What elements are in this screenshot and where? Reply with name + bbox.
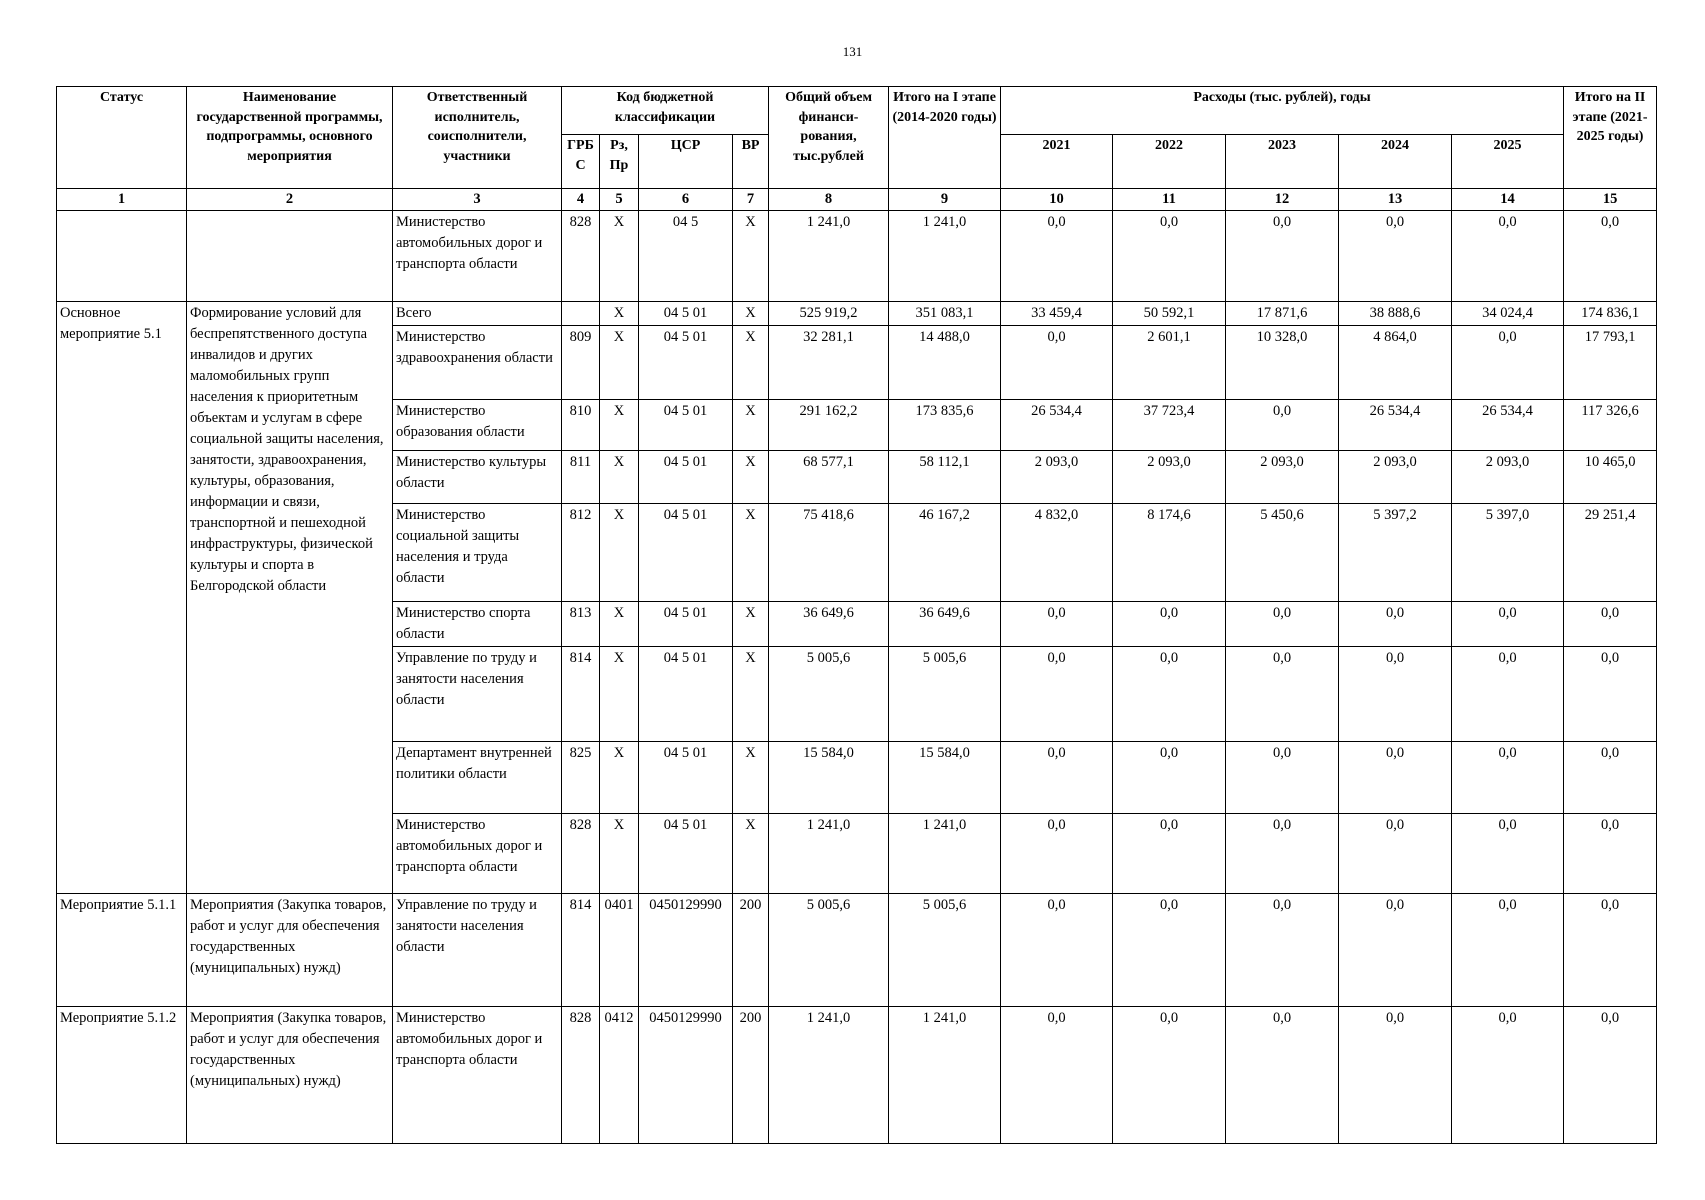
year-2023-cell: 0,0 [1226, 400, 1339, 451]
vr-cell: 200 [733, 894, 769, 1007]
year-2023-cell: 0,0 [1226, 602, 1339, 647]
stage1-cell: 173 835,6 [889, 400, 1001, 451]
year-2021-cell: 0,0 [1001, 326, 1113, 400]
name-cell [187, 211, 393, 302]
responsible-cell: Министерство автомобильных дорог и транспорта области [393, 1007, 562, 1144]
total-cell: 291 162,2 [769, 400, 889, 451]
csr-cell: 0450129990 [639, 1007, 733, 1144]
year-2021-cell: 0,0 [1001, 602, 1113, 647]
year-2022-cell: 8 174,6 [1113, 504, 1226, 602]
column-number: 2 [187, 189, 393, 211]
csr-cell: 04 5 01 [639, 326, 733, 400]
year-2023-cell: 17 871,6 [1226, 302, 1339, 326]
rzpr-cell: X [600, 326, 639, 400]
responsible-cell: Всего [393, 302, 562, 326]
responsible-cell: Министерство автомобильных дорог и транспорта области [393, 211, 562, 302]
year-2022-cell: 2 093,0 [1113, 451, 1226, 504]
header-year-2023: 2023 [1226, 135, 1339, 189]
stage1-cell: 58 112,1 [889, 451, 1001, 504]
column-number: 15 [1564, 189, 1657, 211]
year-2023-cell: 10 328,0 [1226, 326, 1339, 400]
year-2021-cell: 0,0 [1001, 647, 1113, 742]
vr-cell: 200 [733, 1007, 769, 1144]
stage1-cell: 5 005,6 [889, 647, 1001, 742]
year-2024-cell: 0,0 [1339, 647, 1452, 742]
responsible-cell: Министерство образования области [393, 400, 562, 451]
header-stage2: Итого на II этапе (2021-2025 годы) [1564, 87, 1657, 189]
rzpr-cell: X [600, 211, 639, 302]
year-2022-cell: 37 723,4 [1113, 400, 1226, 451]
responsible-cell: Управление по труду и занятости населения области [393, 647, 562, 742]
total-cell: 15 584,0 [769, 742, 889, 814]
year-2022-cell: 50 592,1 [1113, 302, 1226, 326]
rzpr-cell: X [600, 400, 639, 451]
column-number: 4 [562, 189, 600, 211]
stage2-cell: 0,0 [1564, 1007, 1657, 1144]
column-number: 5 [600, 189, 639, 211]
csr-cell: 04 5 01 [639, 602, 733, 647]
total-cell: 1 241,0 [769, 814, 889, 894]
total-cell: 36 649,6 [769, 602, 889, 647]
responsible-cell: Департамент внутренней политики области [393, 742, 562, 814]
name-cell: Мероприятия (Закупка товаров, работ и услуг для обеспечения государственных (муниципальных) нужд) [187, 1007, 393, 1144]
year-2023-cell: 0,0 [1226, 1007, 1339, 1144]
year-2023-cell: 0,0 [1226, 894, 1339, 1007]
year-2024-cell: 2 093,0 [1339, 451, 1452, 504]
csr-cell: 04 5 01 [639, 504, 733, 602]
year-2024-cell: 0,0 [1339, 211, 1452, 302]
column-number: 6 [639, 189, 733, 211]
csr-cell: 04 5 01 [639, 647, 733, 742]
rzpr-cell: X [600, 504, 639, 602]
year-2023-cell: 0,0 [1226, 647, 1339, 742]
responsible-cell: Министерство спорта области [393, 602, 562, 647]
responsible-cell: Министерство здравоохранения области [393, 326, 562, 400]
year-2022-cell: 0,0 [1113, 742, 1226, 814]
year-2021-cell: 0,0 [1001, 211, 1113, 302]
total-cell: 1 241,0 [769, 1007, 889, 1144]
status-cell: Мероприятие 5.1.1 [57, 894, 187, 1007]
year-2023-cell: 5 450,6 [1226, 504, 1339, 602]
stage2-cell: 0,0 [1564, 211, 1657, 302]
grbs-cell: 809 [562, 326, 600, 400]
year-2025-cell: 0,0 [1452, 894, 1564, 1007]
name-cell: Мероприятия (Закупка товаров, работ и услуг для обеспечения государственных (муниципальных) нужд) [187, 894, 393, 1007]
stage1-cell: 5 005,6 [889, 894, 1001, 1007]
header-responsible: Ответственный исполнитель, соисполнители, участники [393, 87, 562, 189]
csr-cell: 04 5 01 [639, 742, 733, 814]
total-cell: 5 005,6 [769, 894, 889, 1007]
column-number: 12 [1226, 189, 1339, 211]
stage2-cell: 0,0 [1564, 647, 1657, 742]
vr-cell: X [733, 211, 769, 302]
year-2024-cell: 0,0 [1339, 814, 1452, 894]
csr-cell: 04 5 01 [639, 302, 733, 326]
csr-cell: 04 5 [639, 211, 733, 302]
grbs-cell: 810 [562, 400, 600, 451]
rzpr-cell: X [600, 602, 639, 647]
header-total-volume: Общий объем финанси-рования, тыс.рублей [769, 87, 889, 189]
vr-cell: X [733, 451, 769, 504]
vr-cell: X [733, 647, 769, 742]
stage2-cell: 117 326,6 [1564, 400, 1657, 451]
responsible-cell: Министерство автомобильных дорог и транспорта области [393, 814, 562, 894]
year-2023-cell: 0,0 [1226, 742, 1339, 814]
grbs-cell: 814 [562, 894, 600, 1007]
column-number: 14 [1452, 189, 1564, 211]
table-row [57, 211, 1657, 302]
responsible-cell: Министерство культуры области [393, 451, 562, 504]
responsible-cell: Управление по труду и занятости населения области [393, 894, 562, 1007]
grbs-cell: 828 [562, 1007, 600, 1144]
year-2025-cell: 0,0 [1452, 1007, 1564, 1144]
column-number: 11 [1113, 189, 1226, 211]
year-2021-cell: 0,0 [1001, 894, 1113, 1007]
grbs-cell: 828 [562, 814, 600, 894]
rzpr-cell: 0401 [600, 894, 639, 1007]
column-number: 1 [57, 189, 187, 211]
year-2021-cell: 0,0 [1001, 814, 1113, 894]
rzpr-cell: X [600, 647, 639, 742]
table-row [57, 894, 1657, 1007]
stage1-cell: 351 083,1 [889, 302, 1001, 326]
year-2021-cell: 4 832,0 [1001, 504, 1113, 602]
column-number: 10 [1001, 189, 1113, 211]
header-year-2024: 2024 [1339, 135, 1452, 189]
rzpr-cell: 0412 [600, 1007, 639, 1144]
page-number: 131 [842, 44, 863, 59]
stage1-cell: 1 241,0 [889, 814, 1001, 894]
header-status: Статус [57, 87, 187, 189]
year-2023-cell: 0,0 [1226, 211, 1339, 302]
grbs-cell: 828 [562, 211, 600, 302]
table-row [57, 302, 1657, 326]
grbs-cell: 812 [562, 504, 600, 602]
year-2025-cell: 0,0 [1452, 647, 1564, 742]
vr-cell: X [733, 400, 769, 451]
total-cell: 5 005,6 [769, 647, 889, 742]
year-2022-cell: 0,0 [1113, 602, 1226, 647]
year-2025-cell: 26 534,4 [1452, 400, 1564, 451]
year-2022-cell: 0,0 [1113, 211, 1226, 302]
stage2-cell: 0,0 [1564, 602, 1657, 647]
total-cell: 75 418,6 [769, 504, 889, 602]
stage2-cell: 10 465,0 [1564, 451, 1657, 504]
header-stage1: Итого на I этапе (2014-2020 годы) [889, 87, 1001, 189]
rzpr-cell: X [600, 814, 639, 894]
header-grbs: ГРБ С [562, 135, 600, 189]
grbs-cell: 825 [562, 742, 600, 814]
column-number: 8 [769, 189, 889, 211]
stage2-cell: 0,0 [1564, 742, 1657, 814]
column-number: 9 [889, 189, 1001, 211]
year-2021-cell: 26 534,4 [1001, 400, 1113, 451]
budget-table [56, 86, 1657, 1144]
header-budget-code: Код бюджетной классификации [562, 87, 769, 135]
table-row [57, 1007, 1657, 1144]
grbs-cell: 813 [562, 602, 600, 647]
year-2021-cell: 0,0 [1001, 742, 1113, 814]
status-cell [57, 211, 187, 302]
stage1-cell: 1 241,0 [889, 211, 1001, 302]
year-2023-cell: 0,0 [1226, 814, 1339, 894]
year-2021-cell: 0,0 [1001, 1007, 1113, 1144]
vr-cell: X [733, 602, 769, 647]
year-2024-cell: 0,0 [1339, 1007, 1452, 1144]
grbs-cell: 814 [562, 647, 600, 742]
year-2025-cell: 0,0 [1452, 326, 1564, 400]
stage1-cell: 46 167,2 [889, 504, 1001, 602]
vr-cell: X [733, 302, 769, 326]
vr-cell: X [733, 742, 769, 814]
stage1-cell: 14 488,0 [889, 326, 1001, 400]
grbs-cell [562, 302, 600, 326]
year-2024-cell: 4 864,0 [1339, 326, 1452, 400]
year-2024-cell: 0,0 [1339, 742, 1452, 814]
stage2-cell: 0,0 [1564, 894, 1657, 1007]
stage2-cell: 0,0 [1564, 814, 1657, 894]
stage1-cell: 1 241,0 [889, 1007, 1001, 1144]
header-csr: ЦСР [639, 135, 733, 189]
year-2021-cell: 2 093,0 [1001, 451, 1113, 504]
header-name: Наименование государственной программы, подпрограммы, основного мероприятия [187, 87, 393, 189]
column-number: 3 [393, 189, 562, 211]
responsible-cell: Министерство социальной защиты населения и труда области [393, 504, 562, 602]
status-cell: Мероприятие 5.1.2 [57, 1007, 187, 1144]
year-2022-cell: 2 601,1 [1113, 326, 1226, 400]
stage2-cell: 174 836,1 [1564, 302, 1657, 326]
vr-cell: X [733, 504, 769, 602]
status-cell: Основное мероприятие 5.1 [57, 302, 187, 894]
year-2025-cell: 2 093,0 [1452, 451, 1564, 504]
year-2025-cell: 0,0 [1452, 814, 1564, 894]
rzpr-cell: X [600, 451, 639, 504]
year-2024-cell: 26 534,4 [1339, 400, 1452, 451]
header-year-2025: 2025 [1452, 135, 1564, 189]
csr-cell: 04 5 01 [639, 451, 733, 504]
header-vr: ВР [733, 135, 769, 189]
rzpr-cell: X [600, 302, 639, 326]
header-rzpr: Рз, Пр [600, 135, 639, 189]
year-2022-cell: 0,0 [1113, 1007, 1226, 1144]
stage2-cell: 29 251,4 [1564, 504, 1657, 602]
total-cell: 1 241,0 [769, 211, 889, 302]
year-2025-cell: 0,0 [1452, 602, 1564, 647]
year-2024-cell: 5 397,2 [1339, 504, 1452, 602]
year-2022-cell: 0,0 [1113, 894, 1226, 1007]
year-2024-cell: 0,0 [1339, 894, 1452, 1007]
year-2022-cell: 0,0 [1113, 647, 1226, 742]
year-2025-cell: 0,0 [1452, 742, 1564, 814]
csr-cell: 04 5 01 [639, 400, 733, 451]
header-expenses: Расходы (тыс. рублей), годы [1001, 87, 1564, 135]
stage1-cell: 36 649,6 [889, 602, 1001, 647]
total-cell: 32 281,1 [769, 326, 889, 400]
rzpr-cell: X [600, 742, 639, 814]
total-cell: 68 577,1 [769, 451, 889, 504]
year-2025-cell: 5 397,0 [1452, 504, 1564, 602]
csr-cell: 04 5 01 [639, 814, 733, 894]
stage2-cell: 17 793,1 [1564, 326, 1657, 400]
year-2024-cell: 38 888,6 [1339, 302, 1452, 326]
csr-cell: 0450129990 [639, 894, 733, 1007]
year-2022-cell: 0,0 [1113, 814, 1226, 894]
column-number: 7 [733, 189, 769, 211]
vr-cell: X [733, 814, 769, 894]
year-2024-cell: 0,0 [1339, 602, 1452, 647]
stage1-cell: 15 584,0 [889, 742, 1001, 814]
year-2021-cell: 33 459,4 [1001, 302, 1113, 326]
vr-cell: X [733, 326, 769, 400]
year-2023-cell: 2 093,0 [1226, 451, 1339, 504]
total-cell: 525 919,2 [769, 302, 889, 326]
header-year-2021: 2021 [1001, 135, 1113, 189]
name-cell: Формирование условий для беспрепятственного доступа инвалидов и других маломобильных групп населения к приоритетным объектам и услугам в сфере социальной защиты населения, занятости, здравоохранения, культуры, образования, информации и связи, транспортной и пешеходной инфраструктуры, физической культуры и спорта в Белгородской области [187, 302, 393, 894]
column-number: 13 [1339, 189, 1452, 211]
year-2025-cell: 34 024,4 [1452, 302, 1564, 326]
grbs-cell: 811 [562, 451, 600, 504]
header-year-2022: 2022 [1113, 135, 1226, 189]
year-2025-cell: 0,0 [1452, 211, 1564, 302]
